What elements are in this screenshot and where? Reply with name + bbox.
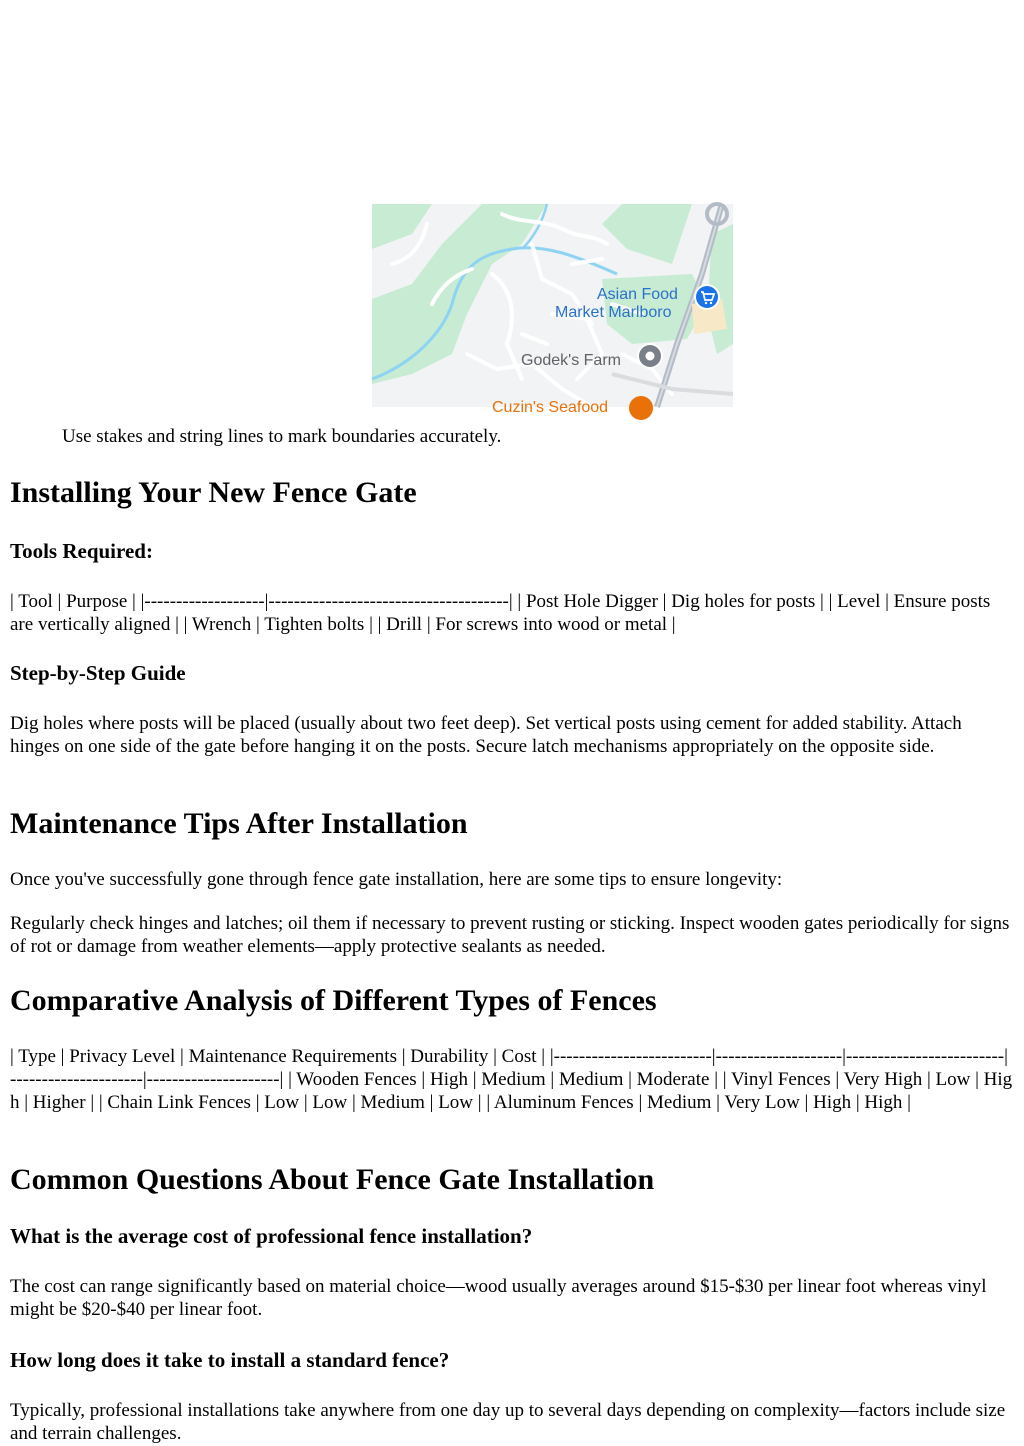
map-label-asian-food: Asian Food — [597, 286, 678, 303]
place-pin-icon[interactable] — [637, 343, 663, 369]
heading-installing: Installing Your New Fence Gate — [10, 476, 417, 509]
map-label-godeks: Godek's Farm — [521, 352, 621, 369]
map-image — [372, 204, 733, 416]
map-graphic — [372, 204, 733, 416]
shopping-cart-icon[interactable] — [694, 284, 720, 310]
answer-cost: The cost can range significantly based on material choice—wood usually averages around $15-$30 per linear foot whereas vinyl might be $20-$40 per linear foot. — [10, 1276, 987, 1320]
heading-questions: Common Questions About Fence Gate Installation — [10, 1163, 655, 1196]
heading-step-guide: Step-by-Step Guide — [10, 661, 186, 685]
map-label-market: Market Marlboro — [555, 304, 672, 321]
question-cost: What is the average cost of professional fence installation? — [10, 1224, 533, 1248]
map-label-cuzins: Cuzin's Seafood — [492, 399, 609, 416]
answer-duration: Typically, professional installations take anywhere from one day up to several days depending on complexity—factors include size and terrain challenges. — [10, 1400, 1006, 1444]
heading-maintenance: Maintenance Tips After Installation — [10, 807, 468, 840]
map-caption: Use stakes and string lines to mark boundaries accurately. — [62, 426, 502, 447]
heading-tools: Tools Required: — [10, 539, 153, 563]
maintenance-intro: Once you've successfully gone through fence gate installation, here are some tips to ensure longevity: — [10, 869, 783, 890]
tools-table-text: | Tool | Purpose | |-------------------|--------------------------------------| | Post Hole Digger | Dig holes for posts | | Level | Ensure posts are vertically aligned | | Wrench | Tighten bolts | | Drill | For screws into wood or metal | — [10, 591, 991, 635]
comparative-table-text: | Type | Privacy Level | Maintenance Requirements | Durability | Cost | |-------------------------|--------------------|-------------------------|---------------------|---------------------| | Wooden Fences | High | Medium | Medium | Moderate | | Vinyl Fences | Very High | Low | High | Higher | | Chain Link Fences | Low | Low | Medium | Low | | Aluminum Fences | Medium | Very Low | High | High | — [10, 1046, 1013, 1113]
question-duration: How long does it take to install a standard fence? — [10, 1348, 450, 1372]
heading-comparative: Comparative Analysis of Different Types of Fences — [10, 984, 657, 1017]
maintenance-text: Regularly check hinges and latches; oil them if necessary to prevent rusting or sticking. Inspect wooden gates periodically for signs of rot or damage from weather elements—apply protective sealants as needed. — [10, 913, 1010, 957]
step-text: Dig holes where posts will be placed (usually about two feet deep). Set vertical posts using cement for added stability. Attach hinges on one side of the gate before hanging it on the posts. Secure latch mechanisms appropriately on the opposite side. — [10, 713, 962, 757]
restaurant-icon[interactable] — [629, 396, 653, 420]
